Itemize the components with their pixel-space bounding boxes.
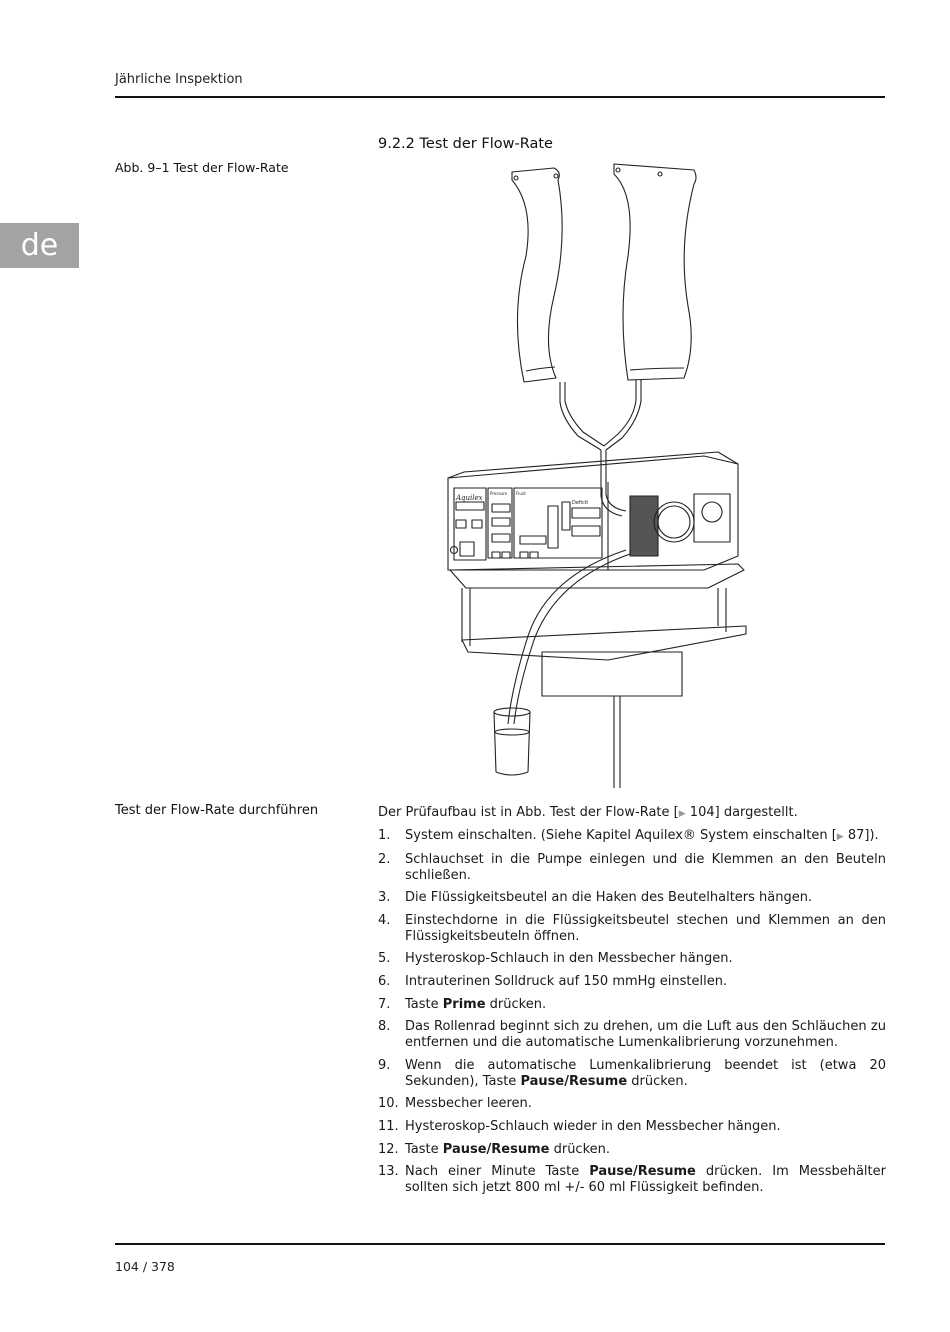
running-header: Jährliche Inspektion	[115, 72, 243, 87]
step-item: 13. Nach einer Minute Taste Pause/Resume drücken. Im Messbehälter sollten sich jetzt 800 ml +/- 60 ml Flüssigkeit befinden.	[378, 1164, 886, 1196]
step-item: 6. Intrauterinen Solldruck auf 150 mmHg einstellen.	[378, 973, 728, 989]
pump-unit	[448, 452, 738, 570]
figure-caption: Abb. 9–1 Test der Flow-Rate	[115, 160, 289, 175]
step-item: 9. Wenn die automatische Lumenkalibrierung beendet ist (etwa 20 Sekunden), Taste Pause/Resume drücken.	[378, 1057, 886, 1089]
step-item: 4. Einstechdorne in die Flüssigkeitsbeutel stechen und Klemmen an den Flüssigkeitsbeuteln öffnen.	[378, 912, 886, 944]
cross-ref-arrow-icon: ▶	[836, 832, 844, 842]
step-item: 1. System einschalten. (Siehe Kapitel Aquilex® System einschalten [▶ 87]).	[378, 828, 879, 843]
procedure-heading: Test der Flow-Rate durchführen	[115, 803, 319, 818]
deficit-label: Deficit	[572, 500, 589, 506]
step-item: 12. Taste Pause/Resume drücken.	[378, 1141, 611, 1157]
pressure-label: Pressure	[490, 491, 508, 496]
y-tubing	[560, 380, 641, 516]
step-item: 2. Schlauchset in die Pumpe einlegen und die Klemmen an den Beuteln schließen.	[378, 851, 886, 883]
fluid-bag-right	[614, 164, 696, 380]
step-item: 7. Taste Prime drücken.	[378, 996, 547, 1012]
figure-cross-reference[interactable]: 104	[689, 805, 715, 820]
section-title: 9.2.2 Test der Flow-Rate	[378, 136, 553, 152]
step-item: 3. Die Flüssigkeitsbeutel an die Haken des Beutelhalters hängen.	[378, 890, 813, 906]
key-name: Pause/Resume	[520, 1073, 628, 1089]
language-tab: de	[0, 223, 79, 268]
chapter-cross-reference[interactable]: 87	[847, 828, 865, 843]
key-name: Pause/Resume	[589, 1164, 696, 1180]
header-rule	[115, 96, 885, 98]
procedure-steps	[378, 828, 886, 1203]
page-number: 104 / 378	[115, 1259, 175, 1274]
cross-ref-arrow-icon: ▶	[678, 809, 686, 819]
procedure-intro: Der Prüfaufbau ist in Abb. Test der Flow-Rate [▶ 104] dargestellt.	[378, 805, 798, 820]
key-name: Pause/Resume	[442, 1141, 550, 1157]
footer-rule	[115, 1243, 885, 1245]
measuring-beaker	[494, 708, 530, 775]
step-item: 8. Das Rollenrad beginnt sich zu drehen, um die Luft aus den Schläuchen zu entfernen und die automatische Lumenkalibrierung vorzunehmen.	[378, 1019, 886, 1051]
fluid-label: Fluid	[516, 491, 526, 496]
fluid-bag-left	[512, 168, 562, 382]
step-item: 10. Messbecher leeren.	[378, 1096, 532, 1112]
cart-stand	[450, 564, 746, 788]
step-item: 11. Hysteroskop-Schlauch wieder in den Messbecher hängen.	[378, 1118, 781, 1134]
flow-rate-test-illustration	[408, 156, 768, 792]
key-name: Prime	[442, 996, 486, 1012]
step-item: 5. Hysteroskop-Schlauch in den Messbecher hängen.	[378, 951, 733, 967]
brand-label: Aquilex	[456, 494, 483, 502]
